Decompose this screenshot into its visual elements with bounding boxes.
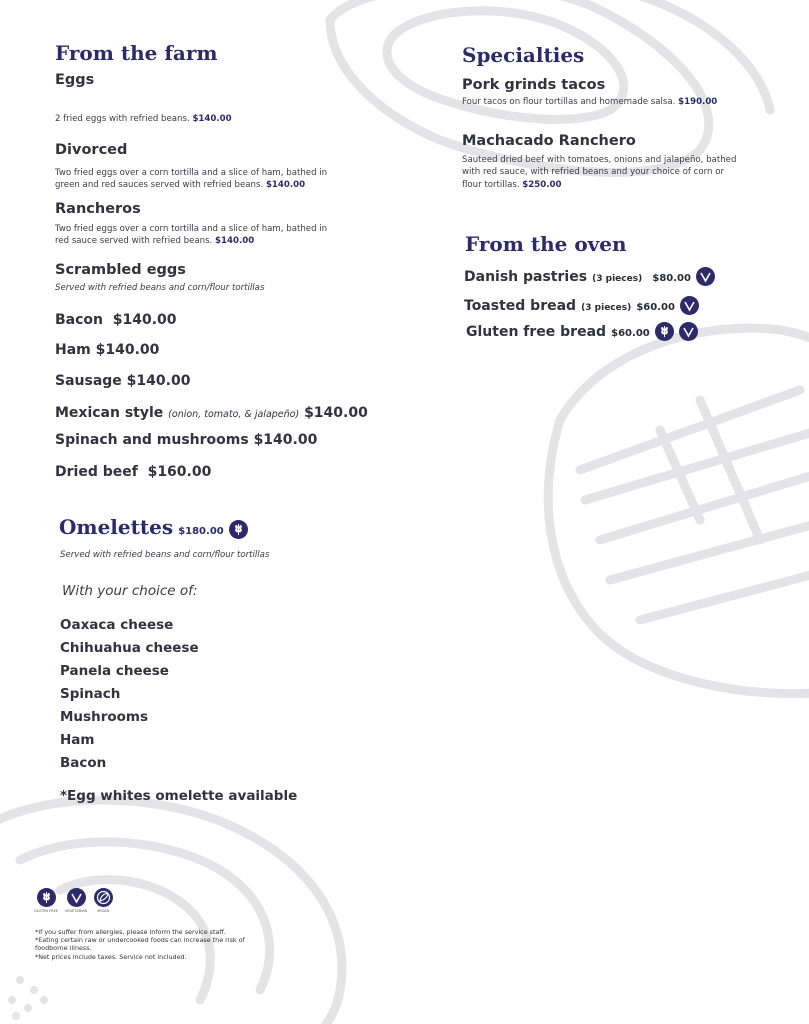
- omelettes-choice: With your choice of:: [62, 583, 198, 599]
- item-name-eggs: Eggs: [55, 72, 95, 88]
- item-price-machacado: $250.00: [522, 179, 562, 190]
- note-taxes: *Net prices include taxes. Service not included.: [35, 952, 187, 961]
- omelette-option: Ham: [60, 732, 95, 748]
- item-price-divorced: $140.00: [265, 180, 306, 191]
- omelettes-header: [59, 515, 248, 539]
- omelette-option: Mushrooms: [60, 709, 149, 725]
- note-allergies: *If you suffer from allergies, please inform the service staff.: [35, 928, 226, 936]
- icon-legend: [34, 888, 117, 916]
- item-price-rancheros: $140.00: [215, 236, 255, 247]
- section-title-omelettes: Omelettes: [59, 515, 174, 539]
- note-raw-foods: *Eating certain raw or undercooked foods can increase the risk of foodborne illness.: [35, 936, 245, 953]
- omelette-option: Chihuahua cheese: [60, 640, 199, 656]
- omelettes-desc: Served with refried beans and corn/flour tortillas: [60, 550, 270, 560]
- item-name-rancheros: Rancheros: [55, 201, 141, 217]
- footer-notes: [35, 928, 250, 961]
- v-check-icon: [679, 322, 698, 341]
- wheat-icon: [37, 888, 56, 907]
- wheat-icon: [655, 322, 674, 341]
- v-check-icon: [680, 296, 699, 315]
- menu-item-sausage: Sausage $140.00: [55, 373, 191, 389]
- section-title-specialties: Specialties: [462, 43, 585, 67]
- section-title-farm: From the farm: [55, 41, 218, 65]
- section-title-oven: From the oven: [465, 232, 627, 256]
- omelettes-price: $180.00: [178, 526, 224, 537]
- legend-vegan: VEGAN: [96, 909, 110, 913]
- oven-item-toasted: Toasted bread (3 pieces) $60.00: [464, 295, 699, 315]
- oven-item-gluten-free: Gluten free bread $60.00: [466, 321, 698, 341]
- menu-item-spinach-mushrooms: Spinach and mushrooms $140.00: [55, 432, 318, 448]
- omelette-option: Panela cheese: [60, 663, 169, 679]
- menu-item-dried-beef: Dried beef $160.00: [55, 464, 212, 480]
- item-desc-tacos: Four tacos on flour tortillas and homemade salsa. $190.00: [462, 97, 718, 107]
- item-name-tacos: Pork grinds tacos: [462, 77, 606, 93]
- item-price-eggs: $140.00: [192, 114, 232, 124]
- item-desc-eggs: 2 fried eggs with refried beans. $140.00: [55, 114, 232, 124]
- menu-item-mexican-style: Mexican style (onion, tomato, & jalapeño) $140.00: [55, 405, 368, 421]
- item-name-scrambled: Scrambled eggs: [55, 262, 186, 278]
- leaf-icon: [94, 888, 113, 907]
- item-name-divorced: Divorced: [55, 142, 128, 158]
- legend-vegetarian: VEGETARIAN: [64, 909, 88, 913]
- omelette-option: Spinach: [60, 686, 121, 702]
- legend-gluten-free: GLUTEN FREE: [34, 909, 58, 913]
- omelettes-footnote: *Egg whites omelette available: [60, 788, 298, 804]
- item-price-tacos: $190.00: [678, 97, 718, 107]
- wheat-icon: [229, 520, 248, 539]
- item-desc-scrambled: Served with refried beans and corn/flour tortillas: [55, 283, 265, 293]
- item-name-machacado: Machacado Ranchero: [462, 133, 636, 149]
- v-check-icon: [696, 267, 715, 286]
- item-desc-divorced: Two fried eggs over a corn tortilla and a slice of ham, bathed in green and red sauces served with refried beans. $140.00: [55, 168, 328, 191]
- omelette-option: Bacon: [60, 755, 107, 771]
- omelette-option: Oaxaca cheese: [60, 617, 174, 633]
- menu-item-bacon: Bacon $140.00: [55, 312, 177, 328]
- oven-item-danish: Danish pastries (3 pieces) $80.00: [464, 266, 715, 286]
- item-desc-rancheros: Two fried eggs over a corn tortilla and a slice of ham, bathed in red sauce served with refried beans. $140.00: [55, 224, 328, 247]
- item-desc-machacado: Sauteed dried beef with tomatoes, onions and jalapeño, bathed with red sauce, with refried beans and your choice of corn or flour tortillas. $250.00: [462, 155, 737, 190]
- menu-item-ham: Ham $140.00: [55, 342, 160, 358]
- v-check-icon: [67, 888, 86, 907]
